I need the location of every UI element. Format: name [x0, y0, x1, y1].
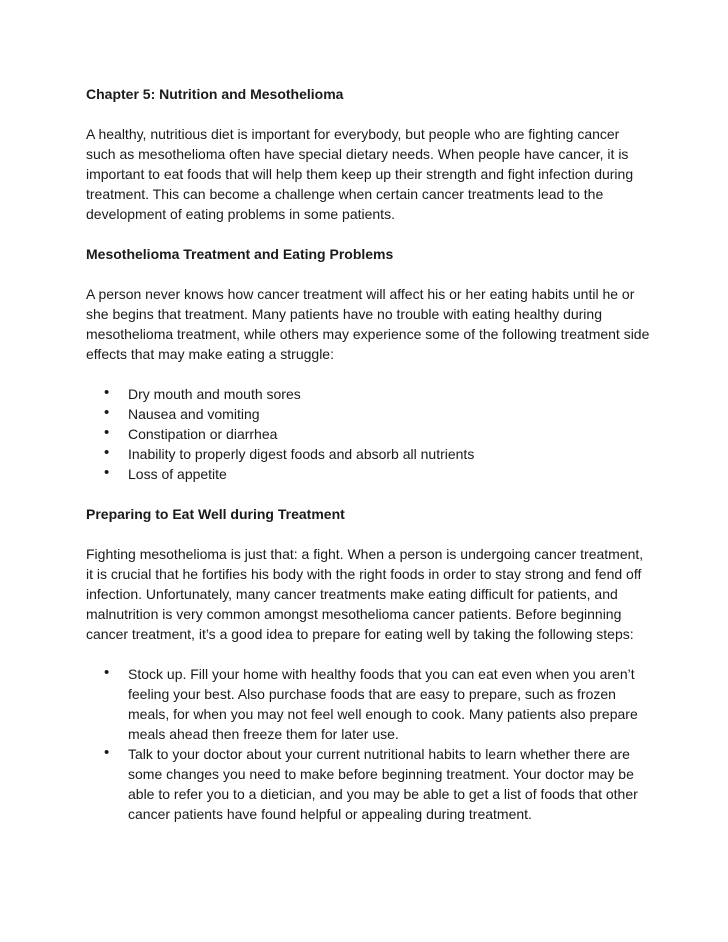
- section-heading-preparing: Preparing to Eat Well during Treatment: [86, 506, 345, 522]
- bullet-icon: •: [104, 424, 110, 441]
- spacer: [86, 644, 652, 664]
- list-item-text: Constipation or diarrhea: [128, 426, 278, 442]
- spacer: [86, 364, 652, 384]
- list-item-text: Dry mouth and mouth sores: [128, 386, 301, 402]
- document-page: [86, 84, 652, 824]
- section-paragraph-eating-problems: A person never knows how cancer treatment will affect his or her eating habits until he or she begins that treatment. Many patients have no trouble with eating healthy during mesothelioma treatment, while others may experience some of the following treatment side effects that may make eating a struggle:: [86, 286, 650, 362]
- spacer: [86, 264, 652, 284]
- bullet-icon: •: [104, 464, 110, 481]
- list-item-text: Talk to your doctor about your current nutritional habits to learn whether there are some changes you need to make before beginning treatment. Your doctor may be able to refer you to a dietician, and you may be able to get a list of foods that other cancer patients have found helpful or appealing during treatment.: [128, 746, 638, 822]
- bullet-icon: •: [104, 744, 110, 761]
- side-effects-list: [86, 384, 652, 484]
- bullet-icon: •: [104, 384, 110, 401]
- list-item-text: Loss of appetite: [128, 466, 227, 482]
- list-item: [86, 664, 652, 744]
- list-item-text: Inability to properly digest foods and absorb all nutrients: [128, 446, 475, 462]
- preparation-steps-list: [86, 664, 652, 824]
- intro-paragraph: A healthy, nutritious diet is important for everybody, but people who are fighting cancer such as mesothelioma often have special dietary needs. When people have cancer, it is important to eat foods that will help them keep up their strength and fight infection during treatment. This can become a challenge when certain cancer treatments lead to the development of eating problems in some patients.: [86, 126, 634, 222]
- list-item: [86, 744, 652, 824]
- spacer: [86, 524, 652, 544]
- section-heading-eating-problems: Mesothelioma Treatment and Eating Problems: [86, 246, 394, 262]
- spacer: [86, 484, 652, 504]
- spacer: [86, 104, 652, 124]
- list-item: [86, 444, 652, 464]
- bullet-icon: •: [104, 404, 110, 421]
- list-item: [86, 464, 652, 484]
- list-item: [86, 404, 652, 424]
- list-item-text: Nausea and vomiting: [128, 406, 260, 422]
- spacer: [86, 224, 652, 244]
- list-item: [86, 384, 652, 404]
- bullet-icon: •: [104, 664, 110, 681]
- chapter-title: Chapter 5: Nutrition and Mesothelioma: [86, 86, 344, 102]
- list-item-text: Stock up. Fill your home with healthy foods that you can eat even when you aren’t feeling your best. Also purchase foods that are easy to prepare, such as frozen meals, for when you may not feel well enough to cook. Many patients also prepare meals ahead then freeze them for later use.: [128, 666, 638, 742]
- bullet-icon: •: [104, 444, 110, 461]
- section-paragraph-preparing: Fighting mesothelioma is just that: a fight. When a person is undergoing cancer treatment, it is crucial that he fortifies his body with the right foods in order to stay strong and fend off infection. Unfortunately, many cancer treatments make eating difficult for patients, and malnutrition is very common amongst mesothelioma cancer patients. Before beginning cancer treatment, it’s a good idea to prepare for eating well by taking the following steps:: [86, 546, 644, 642]
- list-item: [86, 424, 652, 444]
